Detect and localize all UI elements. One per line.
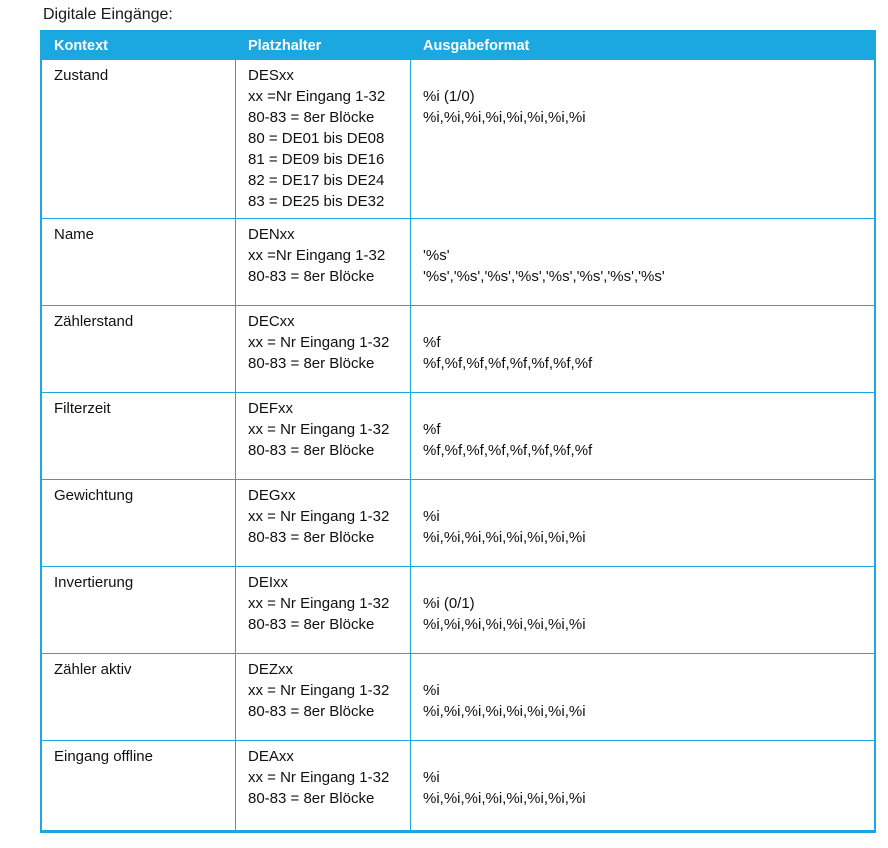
cell-kontext <box>42 654 235 740</box>
cell-line: 80-83 = 8er Blöcke <box>248 703 375 720</box>
cell-platzhalter <box>235 567 411 653</box>
table-row <box>42 218 874 305</box>
cell-line: Filterzeit <box>54 400 111 417</box>
cell-line: %f,%f,%f,%f,%f,%f,%f,%f <box>423 442 593 459</box>
cell-line: %i (1/0) <box>423 88 475 105</box>
cell-line: Zustand <box>54 67 109 84</box>
cell-line: 83 = DE25 bis DE32 <box>248 193 385 210</box>
cell-platzhalter <box>235 480 411 566</box>
cell-line: Gewichtung <box>54 487 134 504</box>
cell-line <box>423 572 866 593</box>
cell-line: DEGxx <box>248 487 296 504</box>
table-row <box>42 305 874 392</box>
cell-line: %f,%f,%f,%f,%f,%f,%f,%f <box>423 355 593 372</box>
cell-line: xx = Nr Eingang 1-32 <box>248 769 390 786</box>
cell-line: xx = Nr Eingang 1-32 <box>248 421 390 438</box>
cell-platzhalter <box>235 60 411 218</box>
cell-line: 80-83 = 8er Blöcke <box>248 109 375 126</box>
cell-line: DENxx <box>248 226 295 243</box>
cell-kontext <box>42 60 235 218</box>
cell-kontext <box>42 393 235 479</box>
cell-line: DECxx <box>248 313 295 330</box>
digital-inputs-table <box>40 30 876 833</box>
cell-line: %i,%i,%i,%i,%i,%i,%i,%i <box>423 109 586 126</box>
cell-line: 80-83 = 8er Blöcke <box>248 616 375 633</box>
cell-line: xx = Nr Eingang 1-32 <box>248 508 390 525</box>
cell-ausgabeformat <box>411 741 874 830</box>
cell-line: 80 = DE01 bis DE08 <box>248 130 385 147</box>
cell-ausgabeformat <box>411 480 874 566</box>
cell-line: Name <box>54 226 95 243</box>
cell-line: Invertierung <box>54 574 134 591</box>
column-header-kontext: Kontext <box>54 37 108 54</box>
cell-line: DEIxx <box>248 574 289 591</box>
cell-platzhalter <box>235 741 411 830</box>
cell-line <box>423 65 866 86</box>
cell-kontext <box>42 480 235 566</box>
page-title: Digitale Eingänge: <box>43 6 173 23</box>
cell-line: %f <box>423 334 441 351</box>
cell-line: xx = Nr Eingang 1-32 <box>248 595 390 612</box>
cell-line <box>423 659 866 680</box>
cell-line: %i,%i,%i,%i,%i,%i,%i,%i <box>423 616 586 633</box>
cell-ausgabeformat <box>411 567 874 653</box>
cell-line: 80-83 = 8er Blöcke <box>248 355 375 372</box>
cell-line: DESxx <box>248 67 294 84</box>
cell-line: '%s' <box>423 247 450 264</box>
cell-line: 80-83 = 8er Blöcke <box>248 529 375 546</box>
cell-line: %i,%i,%i,%i,%i,%i,%i,%i <box>423 790 586 807</box>
cell-platzhalter <box>235 219 411 305</box>
cell-line: %i,%i,%i,%i,%i,%i,%i,%i <box>423 529 586 546</box>
cell-line: 81 = DE09 bis DE16 <box>248 151 385 168</box>
table-row <box>42 740 874 830</box>
cell-platzhalter <box>235 306 411 392</box>
cell-line <box>423 398 866 419</box>
cell-line: '%s','%s','%s','%s','%s','%s','%s','%s' <box>423 268 665 285</box>
cell-line: %i <box>423 769 440 786</box>
table-header-row <box>42 32 874 59</box>
cell-kontext <box>42 306 235 392</box>
table-row <box>42 653 874 740</box>
cell-line <box>423 485 866 506</box>
cell-line: Zähler aktiv <box>54 661 132 678</box>
table-body <box>42 59 874 830</box>
cell-platzhalter <box>235 393 411 479</box>
cell-kontext <box>42 741 235 830</box>
cell-line: xx =Nr Eingang 1-32 <box>248 88 386 105</box>
cell-line <box>423 224 866 245</box>
cell-ausgabeformat <box>411 654 874 740</box>
cell-line: %f <box>423 421 441 438</box>
cell-platzhalter <box>235 654 411 740</box>
cell-kontext <box>42 219 235 305</box>
cell-line: 82 = DE17 bis DE24 <box>248 172 385 189</box>
column-header-platzhalter: Platzhalter <box>235 38 411 54</box>
cell-ausgabeformat <box>411 219 874 305</box>
cell-line <box>423 746 866 767</box>
cell-line: DEAxx <box>248 748 294 765</box>
cell-line: Zählerstand <box>54 313 134 330</box>
cell-ausgabeformat <box>411 306 874 392</box>
cell-line: %i <box>423 682 440 699</box>
cell-line: %i (0/1) <box>423 595 475 612</box>
cell-line: 80-83 = 8er Blöcke <box>248 442 375 459</box>
cell-ausgabeformat <box>411 393 874 479</box>
cell-line: Eingang offline <box>54 748 153 765</box>
cell-kontext <box>42 567 235 653</box>
cell-line: 80-83 = 8er Blöcke <box>248 790 375 807</box>
cell-line: xx =Nr Eingang 1-32 <box>248 247 386 264</box>
table-row <box>42 392 874 479</box>
cell-line: DEFxx <box>248 400 293 417</box>
cell-line: 80-83 = 8er Blöcke <box>248 268 375 285</box>
cell-line: xx = Nr Eingang 1-32 <box>248 334 390 351</box>
table-row <box>42 59 874 218</box>
cell-line: %i <box>423 508 440 525</box>
table-row <box>42 566 874 653</box>
column-header-ausgabeformat: Ausgabeformat <box>423 37 530 54</box>
cell-ausgabeformat <box>411 60 874 218</box>
cell-line: DEZxx <box>248 661 293 678</box>
cell-line: %i,%i,%i,%i,%i,%i,%i,%i <box>423 703 586 720</box>
table-row <box>42 479 874 566</box>
cell-line: xx = Nr Eingang 1-32 <box>248 682 390 699</box>
cell-line <box>423 311 866 332</box>
